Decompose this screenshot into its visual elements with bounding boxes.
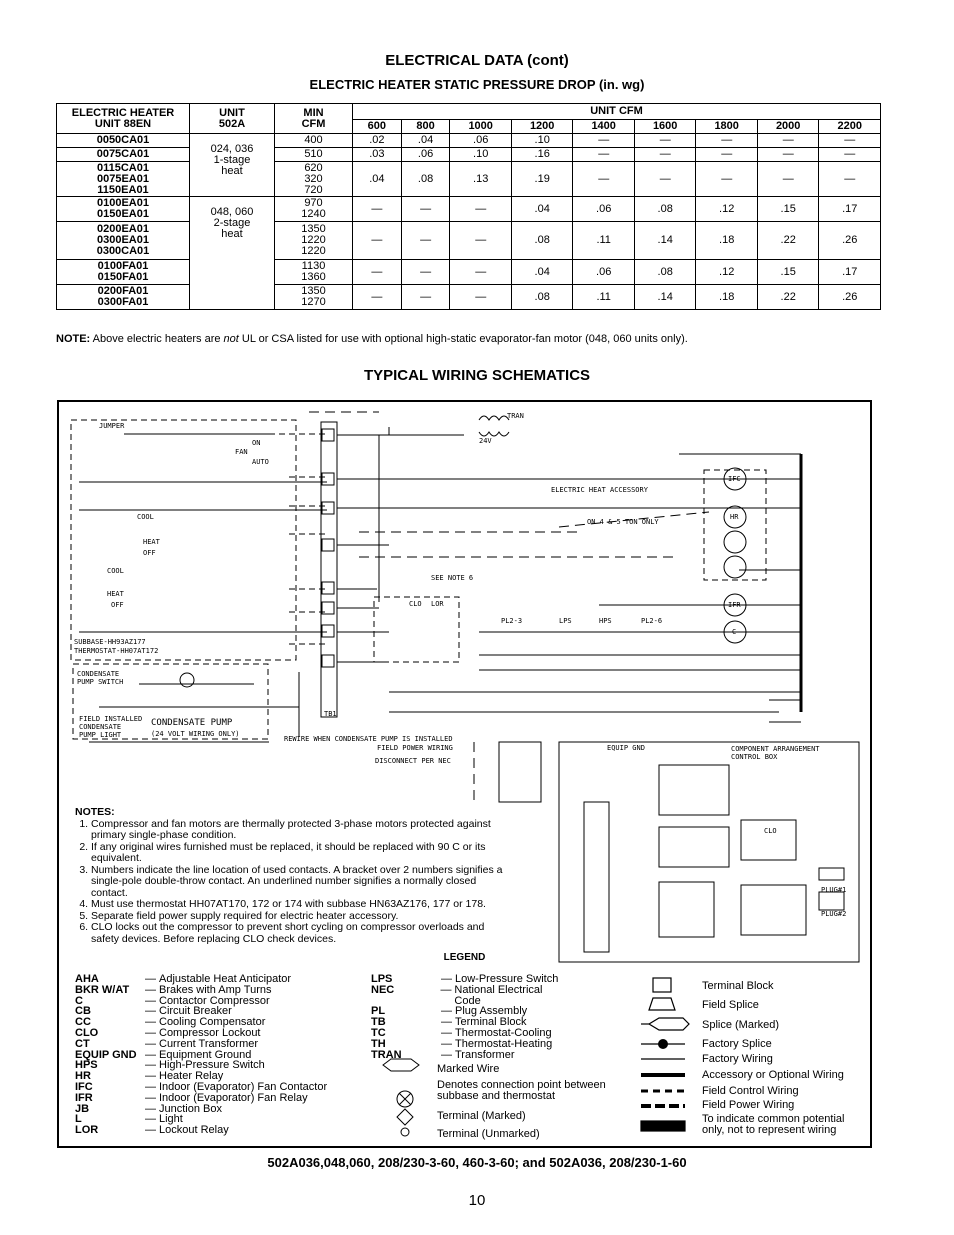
pressure-drop-cell: — bbox=[353, 197, 402, 222]
pressure-drop-cell: .06 bbox=[573, 260, 635, 285]
cfm-col-header: 1600 bbox=[634, 120, 696, 134]
pressure-drop-cell: — bbox=[401, 285, 450, 310]
unit-group-cell: 048, 060 2-stage heat bbox=[190, 197, 275, 310]
legend-entry bbox=[75, 1125, 365, 1136]
legend-mid-symbols bbox=[379, 1057, 424, 1137]
legend-factory-wiring: Factory Wiring bbox=[702, 1053, 773, 1065]
hr-label: HR bbox=[730, 513, 739, 521]
notes-list bbox=[75, 819, 505, 946]
legend-abbr: TH bbox=[371, 1037, 386, 1050]
lor-label: LOR bbox=[431, 600, 444, 608]
cool-label: COOL bbox=[137, 513, 154, 521]
legend-desc: Contactor Compressor bbox=[159, 994, 270, 1007]
cfm-col-header: 1800 bbox=[696, 120, 758, 134]
pressure-drop-cell: — bbox=[573, 134, 635, 148]
cfm-col-header: 2200 bbox=[819, 120, 881, 134]
table-row bbox=[57, 197, 881, 222]
pressure-drop-cell: .17 bbox=[819, 197, 881, 222]
pressure-drop-cell: — bbox=[450, 260, 512, 285]
pressure-drop-cell: .04 bbox=[353, 162, 402, 197]
table-note bbox=[56, 333, 886, 345]
table-row bbox=[57, 148, 881, 162]
off-label-2: OFF bbox=[111, 601, 124, 609]
min-cfm-cell: 1350 1220 1220 bbox=[275, 222, 353, 260]
legend-desc: Low-Pressure Switch bbox=[455, 973, 559, 985]
pressure-drop-cell: .08 bbox=[511, 222, 573, 260]
cfm-col-header: 1200 bbox=[511, 120, 573, 134]
pressure-drop-cell: .14 bbox=[634, 285, 696, 310]
electric-heat-label: ELECTRIC HEAT ACCESSORY bbox=[551, 486, 648, 494]
legend-dash: — bbox=[441, 1005, 452, 1018]
heater-model-cell: 0100EA01 0150EA01 bbox=[57, 197, 190, 222]
legend-dash: — bbox=[145, 1048, 156, 1061]
legend-title: LEGEND bbox=[443, 952, 486, 963]
legend-entry bbox=[75, 1093, 365, 1104]
pressure-drop-cell: .16 bbox=[511, 148, 573, 162]
pressure-drop-cell: — bbox=[634, 162, 696, 197]
legend-desc: Thermostat-Heating bbox=[455, 1037, 553, 1050]
auto-label: AUTO bbox=[252, 458, 269, 466]
legend-abbr: IFC bbox=[75, 1080, 93, 1093]
heater-model-cell: 0115CA01 0075EA01 1150EA01 bbox=[57, 162, 190, 197]
component-arrangement-label: COMPONENT ARRANGEMENT CONTROL BOX bbox=[731, 745, 820, 761]
legend-abbr: CB bbox=[75, 1005, 91, 1018]
pressure-drop-cell: — bbox=[401, 222, 450, 260]
jumper-label: JUMPER bbox=[99, 422, 125, 430]
pl2-3-label: PL2-3 bbox=[501, 617, 523, 625]
pressure-drop-cell: — bbox=[573, 162, 635, 197]
legend-abbr: CC bbox=[75, 1016, 91, 1029]
pressure-drop-cell: .06 bbox=[573, 197, 635, 222]
legend-accessory-wiring: Accessory or Optional Wiring bbox=[702, 1069, 844, 1081]
legend-col1 bbox=[75, 974, 365, 1136]
legend-abbr: TB bbox=[371, 1016, 386, 1029]
heater-model-cell: 0100FA01 0150FA01 bbox=[57, 260, 190, 285]
min-cfm-cell: 620 320 720 bbox=[275, 162, 353, 197]
legend-field-control: Field Control Wiring bbox=[702, 1085, 799, 1097]
legend-desc: Thermostat-Cooling bbox=[455, 1026, 552, 1039]
legend-dash: — bbox=[145, 1016, 156, 1029]
pressure-drop-cell: — bbox=[819, 162, 881, 197]
legend-desc: Indoor (Evaporator) Fan Relay bbox=[159, 1091, 308, 1104]
pressure-drop-cell: .04 bbox=[401, 134, 450, 148]
table-row bbox=[57, 260, 881, 285]
legend-abbr: IFR bbox=[75, 1091, 93, 1104]
pressure-drop-cell: .13 bbox=[450, 162, 512, 197]
legend-dash: — bbox=[145, 994, 156, 1007]
pressure-drop-cell: .11 bbox=[573, 222, 635, 260]
legend-desc: Current Transformer bbox=[159, 1037, 259, 1050]
pressure-drop-cell: — bbox=[757, 162, 819, 197]
legend-abbr: NEC bbox=[371, 983, 395, 996]
legend-terminal-block: Terminal Block bbox=[702, 980, 774, 992]
legend-dash: — bbox=[145, 1026, 156, 1039]
tran-label: TRAN bbox=[507, 412, 524, 420]
legend-abbr: AHA bbox=[75, 973, 99, 985]
legend-desc: Adjustable Heat Anticipator bbox=[159, 973, 292, 985]
note-item: 6. CLO locks out the compressor to prevent short cycling on compressor overloads and safety devices. Before replacing CLO check devices. bbox=[91, 922, 505, 945]
ifc-label: IFC bbox=[728, 475, 741, 483]
legend-dash: — bbox=[145, 1059, 156, 1072]
min-cfm-cell: 970 1240 bbox=[275, 197, 353, 222]
on-4-5-label: ON 4 & 5 TON ONLY bbox=[587, 518, 659, 526]
pressure-drop-cell: .02 bbox=[353, 134, 402, 148]
pressure-drop-cell: .22 bbox=[757, 285, 819, 310]
legend-desc: Compressor Lockout bbox=[159, 1026, 261, 1039]
note-text-pre: Above electric heaters are bbox=[90, 333, 224, 345]
pressure-drop-cell: .15 bbox=[757, 260, 819, 285]
pressure-drop-cell: — bbox=[450, 222, 512, 260]
legend-dash: — bbox=[145, 1102, 156, 1115]
see-note-label: SEE NOTE 6 bbox=[431, 574, 474, 582]
pressure-drop-cell: .11 bbox=[573, 285, 635, 310]
pressure-drop-cell: .10 bbox=[450, 148, 512, 162]
legend-dash: — bbox=[441, 1016, 452, 1029]
legend-connection-point: Denotes connection point between subbase and thermostat bbox=[437, 1079, 606, 1102]
legend-right-symbols bbox=[639, 976, 699, 1140]
note-text-post: UL or CSA listed for use with optional high-static evaporator-fan motor (048, 060 units only). bbox=[238, 333, 688, 345]
legend-desc: High-Pressure Switch bbox=[159, 1059, 265, 1072]
note-item: 4. Must use thermostat HH07AT170, 172 or 174 with subbase HN63AZ176, 177 or 178. bbox=[91, 899, 505, 911]
table-row bbox=[57, 222, 881, 260]
cool-label-2: COOL bbox=[107, 567, 124, 575]
legend-desc: National Electrical Code bbox=[454, 983, 543, 1007]
legend-desc: Transformer bbox=[455, 1048, 515, 1061]
legend-splice-marked: Splice (Marked) bbox=[702, 1019, 780, 1031]
col-header-min-cfm: MIN CFM bbox=[275, 104, 353, 134]
condensate-switch-label: CONDENSATE PUMP SWITCH bbox=[77, 670, 124, 686]
legend-entry bbox=[75, 1104, 365, 1115]
static-pressure-table bbox=[56, 103, 881, 310]
legend-dash: — bbox=[145, 1113, 156, 1126]
pressure-drop-cell: .18 bbox=[696, 222, 758, 260]
heater-model-cell: 0200FA01 0300FA01 bbox=[57, 285, 190, 310]
pressure-drop-cell: — bbox=[634, 134, 696, 148]
on-label: ON bbox=[252, 439, 261, 447]
cfm-col-header: 1400 bbox=[573, 120, 635, 134]
cfm-col-header: 2000 bbox=[757, 120, 819, 134]
legend-entry bbox=[75, 1039, 365, 1050]
field-installed-label: FIELD INSTALLED CONDENSATE PUMP LIGHT bbox=[79, 715, 143, 739]
wiring-schematic bbox=[57, 400, 872, 1148]
legend-dash: — bbox=[145, 983, 156, 996]
pressure-drop-cell: .06 bbox=[450, 134, 512, 148]
legend-abbr: CLO bbox=[75, 1026, 99, 1039]
legend-dash: — bbox=[145, 1091, 156, 1104]
pressure-drop-cell: .04 bbox=[511, 197, 573, 222]
legend-desc: Junction Box bbox=[159, 1102, 222, 1115]
pressure-drop-cell: .08 bbox=[511, 285, 573, 310]
legend-abbr: CT bbox=[75, 1037, 90, 1050]
pressure-drop-cell: — bbox=[696, 148, 758, 162]
legend-dash: — bbox=[440, 983, 452, 996]
condensate-pump-label: CONDENSATE PUMP bbox=[151, 718, 233, 728]
legend-desc: Cooling Compensator bbox=[159, 1016, 266, 1029]
lps-label: LPS bbox=[559, 617, 572, 625]
pressure-drop-cell: .10 bbox=[511, 134, 573, 148]
cfm-col-header: 1000 bbox=[450, 120, 512, 134]
pressure-drop-cell: .19 bbox=[511, 162, 573, 197]
legend-field-power: Field Power Wiring bbox=[702, 1099, 795, 1111]
pressure-drop-cell: — bbox=[353, 222, 402, 260]
legend-dash: — bbox=[145, 1037, 156, 1050]
legend-abbr: LOR bbox=[75, 1124, 99, 1137]
legend-dash: — bbox=[441, 973, 452, 985]
note-emphasis: not bbox=[223, 333, 239, 345]
min-cfm-cell: 1130 1360 bbox=[275, 260, 353, 285]
field-power-label: FIELD POWER WIRING bbox=[377, 744, 453, 752]
pressure-drop-cell: — bbox=[450, 285, 512, 310]
legend-desc: Lockout Relay bbox=[159, 1124, 229, 1137]
note-item: 2. If any original wires furnished must be replaced, it should be replaced with 90 C or its equivalent. bbox=[91, 842, 505, 865]
legend-dash: — bbox=[441, 1048, 452, 1061]
col-header-heater: ELECTRIC HEATER UNIT 88EN bbox=[57, 104, 190, 134]
pressure-drop-cell: .14 bbox=[634, 222, 696, 260]
plug1-label: PLUG#1 bbox=[821, 886, 847, 894]
legend-marked-wire: Marked Wire bbox=[437, 1063, 500, 1075]
off-label: OFF bbox=[143, 549, 156, 557]
legend-desc: Light bbox=[159, 1113, 183, 1126]
24v-label: 24V bbox=[479, 437, 492, 445]
pressure-drop-cell: — bbox=[450, 197, 512, 222]
pressure-drop-cell: .17 bbox=[819, 260, 881, 285]
pressure-drop-cell: .26 bbox=[819, 222, 881, 260]
legend-dash: — bbox=[145, 1070, 156, 1083]
legend-abbr: TC bbox=[371, 1026, 386, 1039]
page-number: 10 bbox=[468, 1192, 486, 1209]
thermostat-label: THERMOSTAT-HH07AT172 bbox=[74, 647, 159, 655]
pressure-drop-cell: — bbox=[353, 285, 402, 310]
min-cfm-cell: 510 bbox=[275, 148, 353, 162]
pressure-drop-cell: — bbox=[634, 148, 696, 162]
note-item: 1. Compressor and fan motors are thermally protected 3-phase motors protected against primary single-phase condition. bbox=[91, 819, 505, 842]
pressure-drop-cell: — bbox=[819, 134, 881, 148]
disconnect-label: DISCONNECT PER NEC bbox=[375, 757, 451, 765]
pressure-drop-cell: .26 bbox=[819, 285, 881, 310]
heater-model-cell: 0075CA01 bbox=[57, 148, 190, 162]
legend-desc: Indoor (Evaporator) Fan Contactor bbox=[159, 1080, 328, 1093]
legend-abbr: C bbox=[75, 994, 83, 1007]
legend-common-potential: To indicate common potential only, not to represent wiring bbox=[702, 1113, 845, 1136]
legend-desc: Circuit Breaker bbox=[159, 1005, 232, 1018]
pressure-drop-cell: .18 bbox=[696, 285, 758, 310]
legend-entry bbox=[371, 1039, 571, 1050]
notes-title: NOTES: bbox=[75, 806, 115, 818]
pressure-drop-cell: .03 bbox=[353, 148, 402, 162]
hps-label: HPS bbox=[599, 617, 612, 625]
legend-abbr: BKR W/AT bbox=[75, 983, 130, 996]
pressure-drop-cell: .12 bbox=[696, 260, 758, 285]
heat-label: HEAT bbox=[143, 538, 160, 546]
heater-model-cell: 0050CA01 bbox=[57, 134, 190, 148]
subbase-label: SUBBASE-HH93AZ177 bbox=[74, 638, 146, 646]
table-row bbox=[57, 134, 881, 148]
legend-abbr: HPS bbox=[75, 1059, 98, 1072]
note-label: NOTE: bbox=[56, 333, 91, 345]
pressure-drop-cell: — bbox=[696, 162, 758, 197]
pressure-drop-cell: — bbox=[819, 148, 881, 162]
plug2-label: PLUG#2 bbox=[821, 910, 847, 918]
c-label: C bbox=[732, 628, 737, 636]
clo-box-label: CLO bbox=[764, 827, 777, 835]
col-header-unit: UNIT 502A bbox=[190, 104, 275, 134]
cfm-col-header: 800 bbox=[401, 120, 450, 134]
legend-field-splice: Field Splice bbox=[702, 999, 759, 1011]
legend-terminal-marked: Terminal (Marked) bbox=[437, 1110, 526, 1122]
pressure-drop-cell: .12 bbox=[696, 197, 758, 222]
legend-factory-splice: Factory Splice bbox=[702, 1038, 772, 1050]
legend-abbr: JB bbox=[75, 1102, 90, 1115]
legend-dash: — bbox=[145, 1005, 156, 1018]
legend-abbr: EQUIP GND bbox=[75, 1048, 137, 1061]
legend-desc: Equipment Ground bbox=[159, 1048, 252, 1061]
pl2-6-label: PL2-6 bbox=[641, 617, 663, 625]
pressure-drop-cell: .04 bbox=[511, 260, 573, 285]
legend-dash: — bbox=[145, 973, 156, 985]
legend-desc: Brakes with Amp Turns bbox=[159, 983, 272, 996]
heater-model-cell: 0200EA01 0300EA01 0300CA01 bbox=[57, 222, 190, 260]
legend-abbr: LPS bbox=[371, 973, 393, 985]
col-header-unit-cfm: UNIT CFM bbox=[353, 104, 881, 120]
tb1-label: TB1 bbox=[324, 710, 337, 718]
legend-entry bbox=[75, 985, 365, 996]
legend-dash: — bbox=[145, 1124, 156, 1137]
model-line: 502A036,048,060, 208/230-3-60, 460-3-60; and 502A036, 208/230-1-60 bbox=[267, 1155, 687, 1170]
pressure-drop-cell: .06 bbox=[401, 148, 450, 162]
legend-dash: — bbox=[145, 1080, 156, 1093]
unit-group-cell: 024, 036 1-stage heat bbox=[190, 134, 275, 197]
legend-col2 bbox=[371, 974, 571, 1060]
pressure-drop-cell: .08 bbox=[634, 197, 696, 222]
table-title: ELECTRIC HEATER STATIC PRESSURE DROP (in. wg) bbox=[309, 77, 645, 92]
schematic-title: TYPICAL WIRING SCHEMATICS bbox=[363, 367, 591, 384]
pressure-drop-cell: — bbox=[573, 148, 635, 162]
heat-label-2: HEAT bbox=[107, 590, 124, 598]
min-cfm-cell: 1350 1270 bbox=[275, 285, 353, 310]
pressure-drop-cell: — bbox=[696, 134, 758, 148]
legend-abbr: TRAN bbox=[371, 1048, 402, 1061]
legend-desc: Heater Relay bbox=[159, 1070, 224, 1083]
pressure-drop-cell: .15 bbox=[757, 197, 819, 222]
pressure-drop-cell: — bbox=[401, 260, 450, 285]
legend-desc: Plug Assembly bbox=[455, 1005, 528, 1018]
equip-gnd-label: EQUIP GND bbox=[607, 744, 645, 752]
min-cfm-cell: 400 bbox=[275, 134, 353, 148]
legend-dash: — bbox=[441, 1026, 452, 1039]
pressure-drop-cell: — bbox=[401, 197, 450, 222]
pressure-drop-cell: .08 bbox=[634, 260, 696, 285]
note-item: 5. Separate field power supply required for electric heater accessory. bbox=[91, 911, 505, 923]
ifr-label: IFR bbox=[728, 601, 741, 609]
table-row bbox=[57, 285, 881, 310]
pressure-drop-cell: — bbox=[757, 134, 819, 148]
volt-wiring-label: (24 VOLT WIRING ONLY) bbox=[151, 730, 240, 738]
legend-desc: Terminal Block bbox=[455, 1016, 527, 1029]
notes bbox=[75, 807, 505, 945]
clo-label: CLO bbox=[409, 600, 422, 608]
legend-abbr: PL bbox=[371, 1005, 386, 1018]
pressure-drop-cell: — bbox=[353, 260, 402, 285]
legend-terminal-unmarked: Terminal (Unmarked) bbox=[437, 1128, 540, 1140]
cfm-col-header: 600 bbox=[353, 120, 402, 134]
legend-abbr: HR bbox=[75, 1070, 91, 1083]
note-item: 3. Numbers indicate the line location of used contacts. A bracket over 2 numbers signifies a single-pole double-throw contact. An underlined number signifies a normally closed contact. bbox=[91, 865, 505, 900]
section-title: ELECTRICAL DATA (cont) bbox=[385, 52, 569, 69]
table-row bbox=[57, 162, 881, 197]
legend-entry bbox=[371, 985, 571, 1007]
pressure-drop-cell: .22 bbox=[757, 222, 819, 260]
pressure-drop-cell: .08 bbox=[401, 162, 450, 197]
rewire-label: REWIRE WHEN CONDENSATE PUMP IS INSTALLED bbox=[284, 735, 453, 743]
legend-dash: — bbox=[441, 1037, 452, 1050]
fan-label: FAN bbox=[235, 448, 248, 456]
pressure-drop-cell: — bbox=[757, 148, 819, 162]
legend-abbr: L bbox=[75, 1113, 82, 1126]
